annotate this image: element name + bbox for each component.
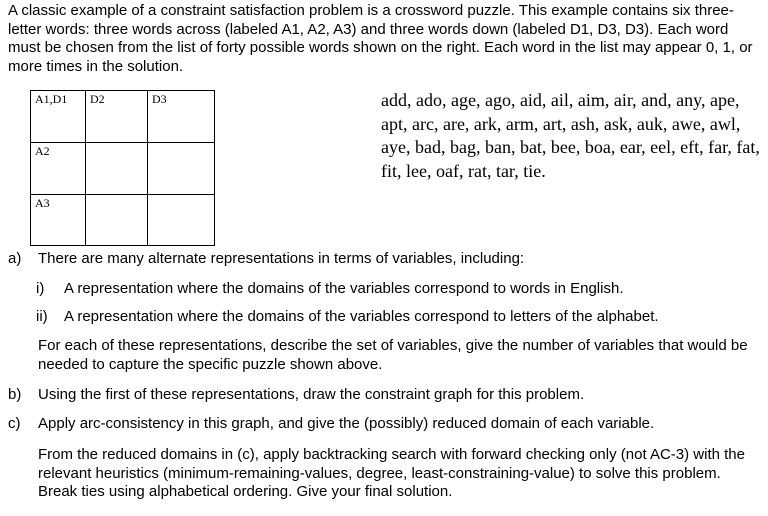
- question-a-ii-marker: ii): [36, 308, 48, 325]
- cell-label-d2: D2: [90, 92, 105, 106]
- cell-label-a3: A3: [35, 196, 50, 210]
- cell-label-d3: D3: [152, 92, 167, 106]
- question-a-ii-text: A representation where the domains of the variables correspond to letters of the alphabet.: [64, 308, 659, 325]
- question-a-marker: a): [8, 250, 22, 267]
- question-c-marker: c): [8, 415, 21, 432]
- question-a-followup: For each of these representations, describe the set of variables, give the number of variables that would be needed to capture the specific puzzle shown above.: [38, 337, 748, 373]
- word-list: add, ado, age, ago, aid, ail, aim, air, and, any, ape, apt, arc, are, ark, arm, art, ash, ask, auk, awe, awl, aye, bad, bag, ban, bat, bee, boa, ear, eel, eft, far, fat, fit, lee, oaf, rat, tar, tie.: [381, 90, 760, 181]
- question-a: [8, 250, 758, 269]
- question-a-i-text: A representation where the domains of the variables correspond to words in English.: [64, 280, 624, 297]
- question-b-text: Using the first of these representations, draw the constraint graph for this problem.: [38, 386, 585, 403]
- question-b: [8, 386, 758, 405]
- question-a-ii: [36, 308, 758, 327]
- question-a-i-marker: i): [36, 280, 45, 297]
- grid-cell-r3c3: [148, 195, 214, 245]
- grid-cell-r3c1: [31, 195, 86, 245]
- question-b-marker: b): [8, 386, 22, 403]
- question-c: [8, 415, 758, 434]
- grid-cell-r2c1: [31, 143, 86, 195]
- grid-cell-r1c2: [86, 91, 148, 143]
- grid-cell-r1c1: [31, 91, 86, 143]
- question-a-text: There are many alternate representations in terms of variables, including:: [38, 250, 525, 267]
- grid-cell-r1c3: [148, 91, 214, 143]
- crossword-grid: [30, 90, 215, 246]
- grid-cell-r2c3: [148, 143, 214, 195]
- question-c-text: Apply arc-consistency in this graph, and give the (possibly) reduced domain of each variable.: [38, 415, 655, 432]
- cell-label-a1-d1: A1,D1: [35, 92, 68, 106]
- question-a-i: [36, 280, 758, 299]
- intro-paragraph: A classic example of a constraint satisfaction problem is a crossword puzzle. This example contains six three-letter words: three words across (labeled A1, A2, A3) and three words down (labeled D1, D3, D3). Each word must be chosen from the list of forty possible words shown on the right. Each word in the list may appear 0, 1, or more times in the solution.: [8, 2, 753, 75]
- cell-label-a2: A2: [35, 144, 50, 158]
- grid-cell-r2c2: [86, 143, 148, 195]
- question-c-followup: From the reduced domains in (c), apply backtracking search with forward checking only (not AC-3) with the relevant heuristics (minimum-remaining-values, degree, least-constraining-value) to solve this problem. Break ties using alphabetical ordering. Give your final solution.: [38, 446, 745, 500]
- grid-cell-r3c2: [86, 195, 148, 245]
